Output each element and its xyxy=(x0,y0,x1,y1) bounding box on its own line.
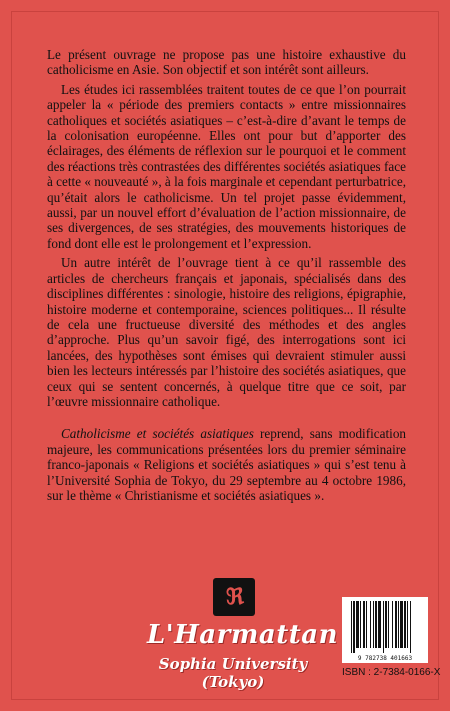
paragraph-interest: Un autre intérêt de l’ouvrage tient à ce qu’il rassemble des articles de chercheurs français et japonais, spécialisés dans des disciplines différentes : sinologie, histoire des religions, épigraphie, histoire moderne et contemporaine, sciences politiques... Il résulte de cela une fructueuse diversité des méthodes et des angles d’approche. Plus qu’un savoir figé, des interrogations sont ici lancées, des hypothèses sont émises qui devraient stimuler aussi bien les lecteurs intéressés par l’histoire des sociétés asiatiques, que ceux qui se sentent concernés, à quelque titre que ce soit, par l’œuvre missionnaire catholique. xyxy=(47,255,406,409)
publisher-name: L'Harmattan xyxy=(147,620,338,650)
publisher-logo xyxy=(147,576,338,691)
publisher-partner: Sophia University (Tokyo) xyxy=(158,655,308,691)
harmattan-monogram-icon: ℜ xyxy=(213,578,255,616)
isbn-number: ISBN : 2-7384-0166-X xyxy=(342,667,441,678)
paragraph-intro: Le présent ouvrage ne propose pas une histoire exhaustive du catholicisme en Asie. Son objectif et son intérêt sont ailleurs. xyxy=(47,47,406,78)
seminar-text: reprend, sans modification majeure, les communications présentées lors du premier séminaire franco-japonais « Religions et sociétés asiatiques » qui s’est tenu à l’Université Sophia de Tokyo, du 29 septembre au 4 octobre 1986, sur le thème « Christianisme et sociétés asiatiques ». xyxy=(47,426,407,503)
paragraph-studies: Les études ici rassemblées traitent toutes de ce que l’on pourrait appeler la « période des premiers contacts » entre missionnaires catholiques et sociétés asiatiques – c’est-à-dire d’avant le temps de la colonisation européenne. Elles ont pour but d’apporter des éclairages, des éléments de réflexion sur le pourquoi et le comment des réactions très contrastées des différentes sociétés asiatiques face à cette « nouveauté », à la fois marginale et cependant perturbatrice, qu’était alors le catholicisme. Un tel projet passe évidemment, aussi, par un nouvel effort d’évaluation de l’action missionnaire, de ses divergences, de ses stratégies, des mouvements historiques de fond dont elle est le prolongement et l’expression. xyxy=(47,81,406,251)
back-cover-text xyxy=(47,47,406,503)
barcode xyxy=(342,597,428,663)
barcode-bars-icon xyxy=(349,601,421,653)
paragraph-seminar xyxy=(47,426,406,503)
barcode-digits: 9 782738 401663 xyxy=(357,655,413,662)
book-title-italic: Catholicisme et sociétés asiatiques xyxy=(61,426,254,442)
